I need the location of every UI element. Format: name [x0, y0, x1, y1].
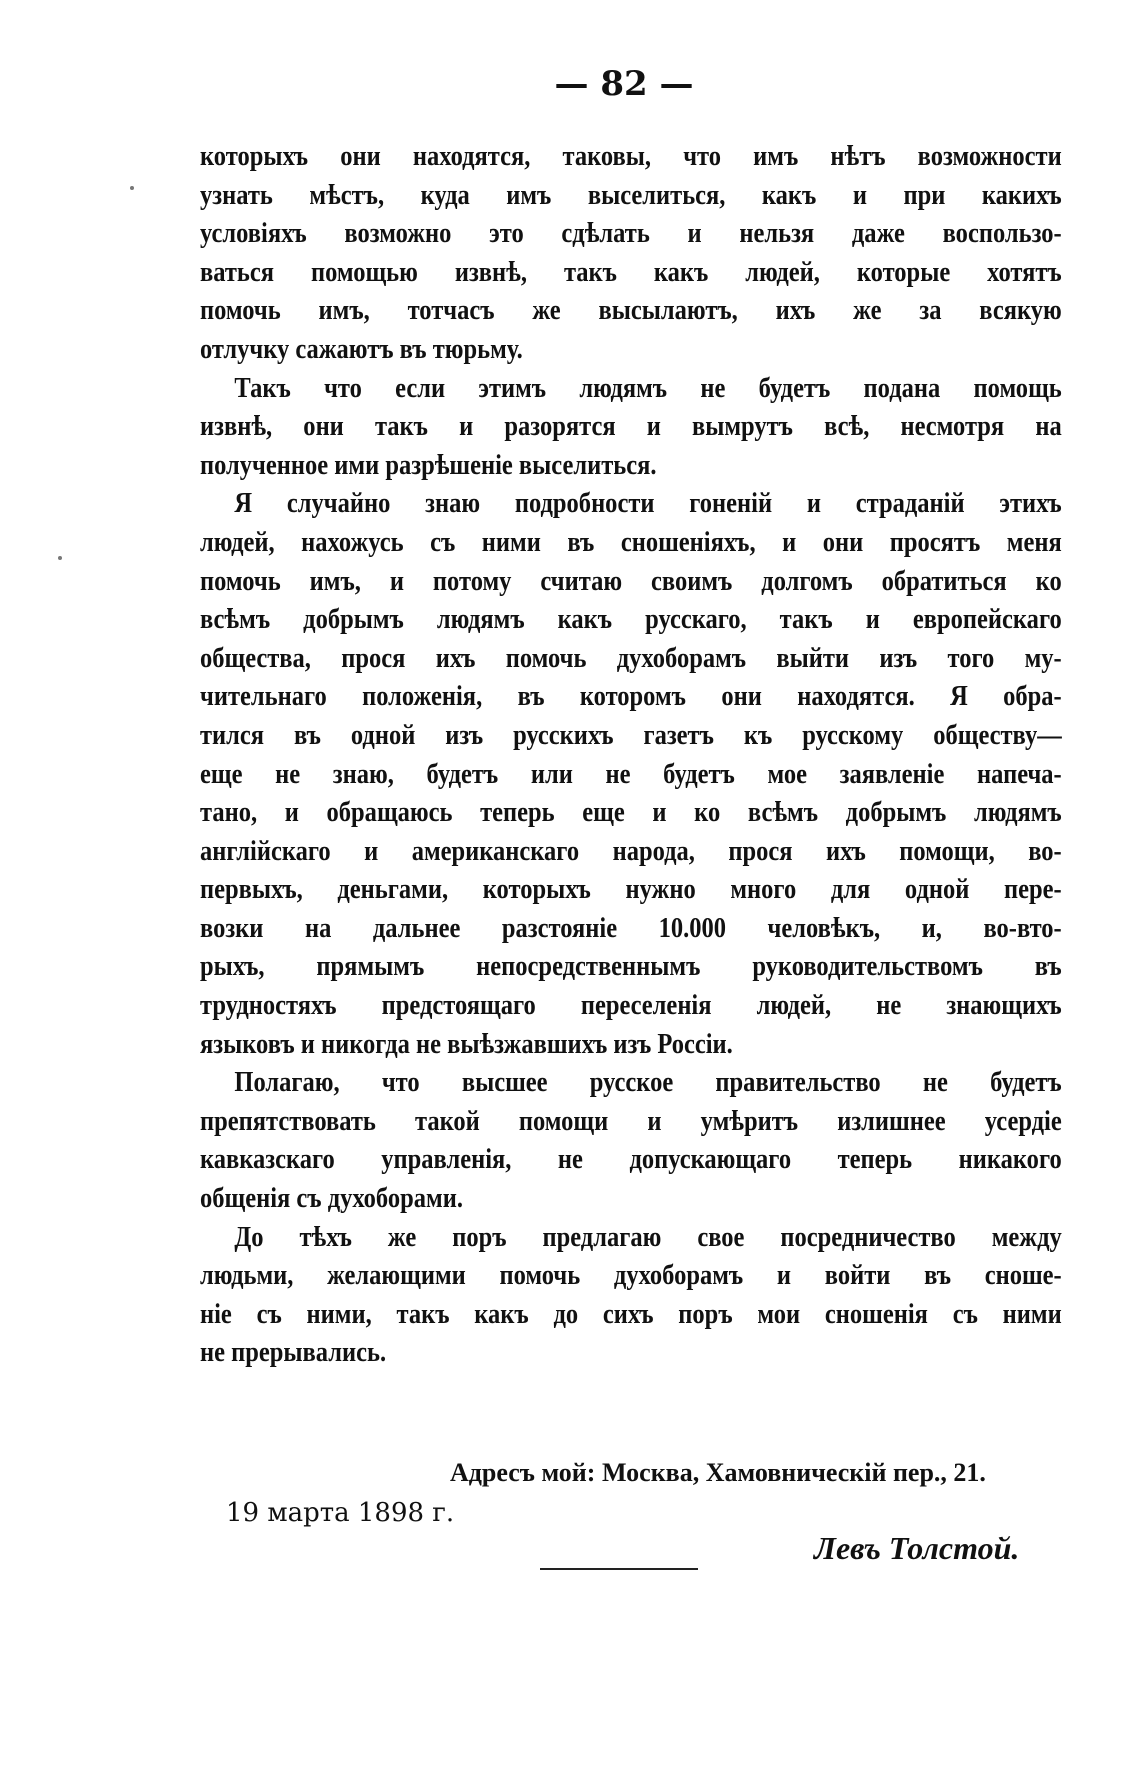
text-line: языковъ и никогда не выѣзжавшихъ изъ Россіи. — [200, 1028, 733, 1060]
text-line: Полагаю, что высшее русское правительство не будетъ — [234, 1067, 1062, 1099]
address-line: Адресъ мой: Москва, Хамовническій пер., 21. — [450, 1458, 986, 1487]
text-line: людей, нахожусь съ ними въ сношеніяхъ, и они просятъ меня — [200, 526, 1062, 558]
text-line: возки на дальнее разстояніе 10.000 человѣкъ, и, во-вто- — [200, 912, 1062, 944]
text-line: первыхъ, деньгами, которыхъ нужно много для одной пере- — [200, 874, 1062, 906]
text-line: извнѣ, они такъ и разорятся и вымрутъ всѣ, несмотря на — [200, 411, 1062, 443]
text-line: условіяхъ возможно это сдѣлать и нельзя даже воспользо- — [200, 218, 1062, 250]
closing-rule — [540, 1568, 698, 1570]
text-line: не прерывались. — [200, 1337, 387, 1369]
text-line: трудностяхъ предстоящаго переселенія людей, не знающихъ — [200, 990, 1062, 1022]
text-line: людьми, желающими помочь духоборамъ и войти въ сноше- — [200, 1260, 1062, 1292]
paragraph — [200, 1064, 1062, 1218]
text-line: тился въ одной изъ русскихъ газетъ къ русскому обществу— — [200, 719, 1062, 751]
text-line: помочь имъ, тотчасъ же высылаютъ, ихъ же за всякую — [200, 295, 1062, 327]
text-line: которыхъ они находятся, таковы, что имъ нѣтъ возможности — [200, 141, 1062, 172]
text-line: отлучку сажаютъ въ тюрьму. — [200, 333, 523, 365]
paragraph — [200, 138, 1062, 370]
text-line: Я случайно знаю подробности гоненій и страданій этихъ — [234, 488, 1062, 520]
text-line: ваться помощью извнѣ, такъ какъ людей, которые хотятъ — [200, 256, 1062, 288]
text-line: До тѣхъ же поръ предлагаю свое посредничество между — [234, 1221, 1062, 1253]
text-line: еще не знаю, будетъ или не будетъ мое заявленіе напеча- — [200, 758, 1062, 790]
text-line: общенія съ духоборами. — [200, 1183, 463, 1215]
paragraph — [200, 370, 1062, 486]
paragraph — [200, 1219, 1062, 1373]
text-line: узнать мѣстъ, куда имъ выселиться, какъ и при какихъ — [200, 179, 1062, 211]
scan-speck — [130, 186, 134, 190]
text-line: ніе съ ними, такъ какъ до сихъ поръ мои сношенія съ ними — [200, 1298, 1062, 1330]
text-line: всѣмъ добрымъ людямъ какъ русскаго, такъ и европейскаго — [200, 604, 1062, 636]
scan-speck — [58, 556, 62, 560]
date-line: 19 марта 1898 г. — [226, 1498, 455, 1528]
text-line: рыхъ, прямымъ непосредственнымъ руководительствомъ въ — [200, 951, 1062, 983]
paragraph — [200, 485, 1062, 1064]
signature: Левъ Толстой. — [814, 1530, 1020, 1566]
text-line: англійскаго и американскаго народа, прося ихъ помощи, во- — [200, 835, 1062, 867]
text-line: чительнаго положенія, въ которомъ они находятся. Я обра- — [200, 681, 1062, 713]
text-line: полученное ими разрѣшеніе выселиться. — [200, 449, 657, 481]
text-line: тано, и обращаюсь теперь еще и ко всѣмъ добрымъ людямъ — [200, 797, 1062, 829]
text-line: кавказскаго управленія, не допускающаго теперь никакого — [200, 1144, 1062, 1176]
text-line: помочь имъ, и потому считаю своимъ долгомъ обратиться ко — [200, 565, 1062, 597]
text-line: препятствовать такой помощи и умѣритъ излишнее усердіе — [200, 1105, 1062, 1137]
text-line: Такъ что если этимъ людямъ не будетъ подана помощь — [234, 372, 1062, 404]
page-number: — 82 — — [554, 64, 694, 104]
body-text — [200, 138, 1062, 1373]
text-line: общества, прося ихъ помочь духоборамъ выйти изъ того му- — [200, 642, 1062, 674]
